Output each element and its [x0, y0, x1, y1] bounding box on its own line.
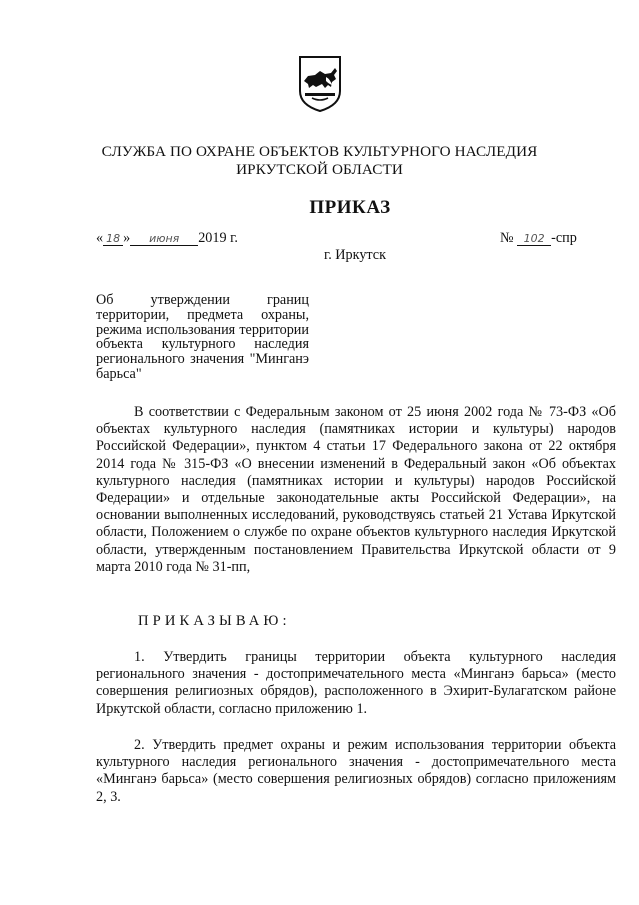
number-suffix: -спр [551, 230, 577, 246]
org-name-line-2: ИРКУТСКОЙ ОБЛАСТИ [236, 161, 403, 178]
order-item-2: 2. Утвердить предмет охраны и режим использования территории объекта культурного наследия регионального значения - достопримечательного места «Минганэ барьса» (место совершения религиозных обрядов) согласно приложениям 2, 3. [96, 737, 616, 805]
order-subject: Об утверждении границ территории, предмета охраны, режима использования территории объекта культурного наследия регионального значения "Минганэ барьса" [96, 292, 309, 382]
document-title: ПРИКАЗ [309, 197, 391, 218]
date-year: 2019 г. [198, 230, 238, 246]
order-item-1: 1. Утвердить границы территории объекта культурного наследия регионального значения - достопримечательного места «Минганэ барьса» (место совершения религиозных обрядов), расположенного в Эхирит-Булагатском районе Иркутской области, согласно приложению 1. [96, 649, 616, 717]
number-sign: № [500, 230, 514, 246]
order-directive-word: ПРИКАЗЫВАЮ: [138, 613, 291, 629]
org-name-line-1: СЛУЖБА ПО ОХРАНЕ ОБЪЕКТОВ КУЛЬТУРНОГО НАСЛЕДИЯ [101, 143, 538, 160]
date-open-quote: « [96, 230, 104, 246]
date-day-handwritten: 18 [103, 232, 123, 246]
document-date [96, 230, 238, 247]
date-close-quote: » [123, 230, 131, 246]
coat-of-arms-icon [296, 55, 344, 113]
preamble-paragraph: В соответствии с Федеральным законом от 25 июня 2002 года № 73-ФЗ «Об объектах культурного наследия (памятниках истории и культуры) народов Российской Федерации», пунктом 4 статьи 17 Федерального закона от 22 октября 2014 года № 315-ФЗ «О внесении изменений в Федеральный закон «Об объектах культурного наследия (памятниках истории и культуры) народов Российской Федерации» и отдельные законодательные акты Российской Федерации», на основании выполненных исследований, руководствуясь статьей 21 Устава Иркутской области, Положением о службе по охране объектов культурного наследия Иркутской области, утвержденным постановлением Правительства Иркутской области от 9 марта 2010 года № 31-пп, [96, 404, 616, 575]
date-month-handwritten: июня [130, 232, 198, 246]
city-name: г. Иркутск [324, 247, 386, 263]
number-handwritten: 102 [517, 232, 551, 246]
document-number [500, 230, 577, 247]
